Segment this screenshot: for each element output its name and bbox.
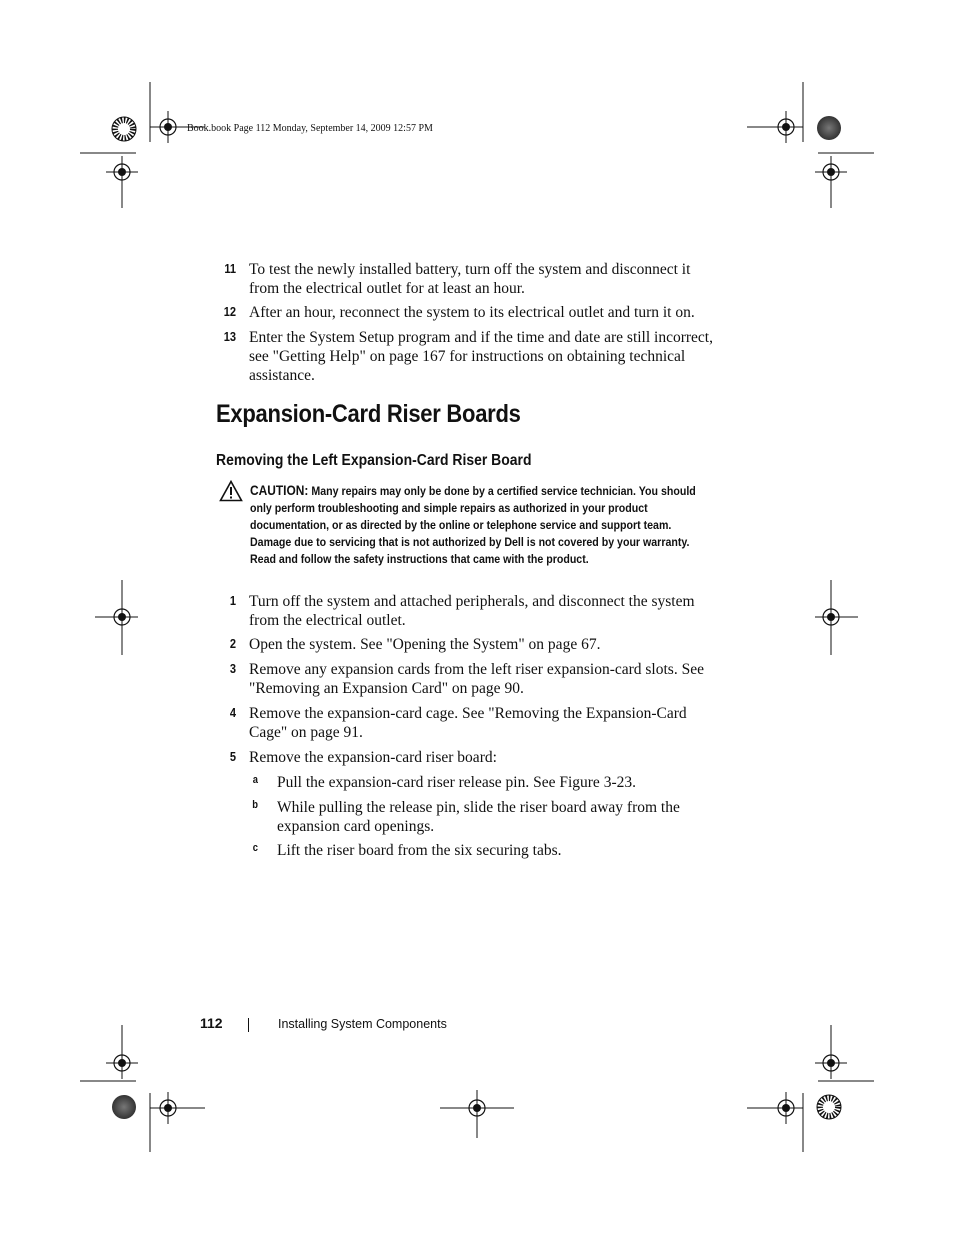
step-number: 2 [229,636,236,651]
step-text: Turn off the system and attached peripherals, and disconnect the system from the electrical outlet. [249,593,695,629]
substep-letter: b [252,799,258,811]
substep-letter: a [252,774,258,786]
footer-divider [248,1018,249,1032]
step-number: 12 [223,304,236,319]
subsection-heading: Removing the Left Expansion-Card Riser Board [216,452,532,469]
page-number: 112 [200,1015,223,1031]
step-number: 1 [229,593,236,608]
step-text: Remove any expansion cards from the left riser expansion-card slots. See "Removing an Expansion Card" on page 90. [249,661,704,697]
section-heading: Expansion-Card Riser Boards [216,400,521,428]
caution-label: CAUTION: [250,483,309,498]
step-text: Open the system. See "Opening the System" on page 67. [249,636,601,653]
substep-text: While pulling the release pin, slide the riser board away from the expansion card openings. [277,799,680,835]
step-text: Remove the expansion-card cage. See "Removing the Expansion-Card Cage" on page 91. [249,705,687,741]
step-number: 5 [229,749,236,764]
step-number: 4 [229,705,236,720]
step-number: 3 [229,661,236,676]
step-text: To test the newly installed battery, turn off the system and disconnect it from the electrical outlet for at least an hour. [249,261,691,297]
footer-section: Installing System Components [278,1017,447,1031]
caution-text: Many repairs may only be done by a certified service technician. You should only perform troubleshooting and simple repairs as authorized in your product documentation, or as directed by the online or telephone service and support team. Damage due to servicing that is not authorized by Dell is not covered by your warranty. Read and follow the safety instructions that came with the product. [250,484,696,566]
caution-notice [250,482,710,568]
print-slug: Book.book Page 112 Monday, September 14, 2009 12:57 PM [187,123,433,134]
step-text: Enter the System Setup program and if the time and date are still incorrect, see "Getting Help" on page 167 for instructions on obtaining technical assistance. [249,329,713,384]
substep-text: Pull the expansion-card riser release pin. See Figure 3-23. [277,774,636,791]
substep-text: Lift the riser board from the six securing tabs. [277,842,562,859]
step-number: 11 [224,261,236,276]
step-text: Remove the expansion-card riser board: [249,749,497,766]
step-number: 13 [223,329,236,344]
warning-triangle-icon [219,480,243,502]
step-text: After an hour, reconnect the system to its electrical outlet and turn it on. [249,304,695,321]
substep-letter: c [252,842,258,854]
